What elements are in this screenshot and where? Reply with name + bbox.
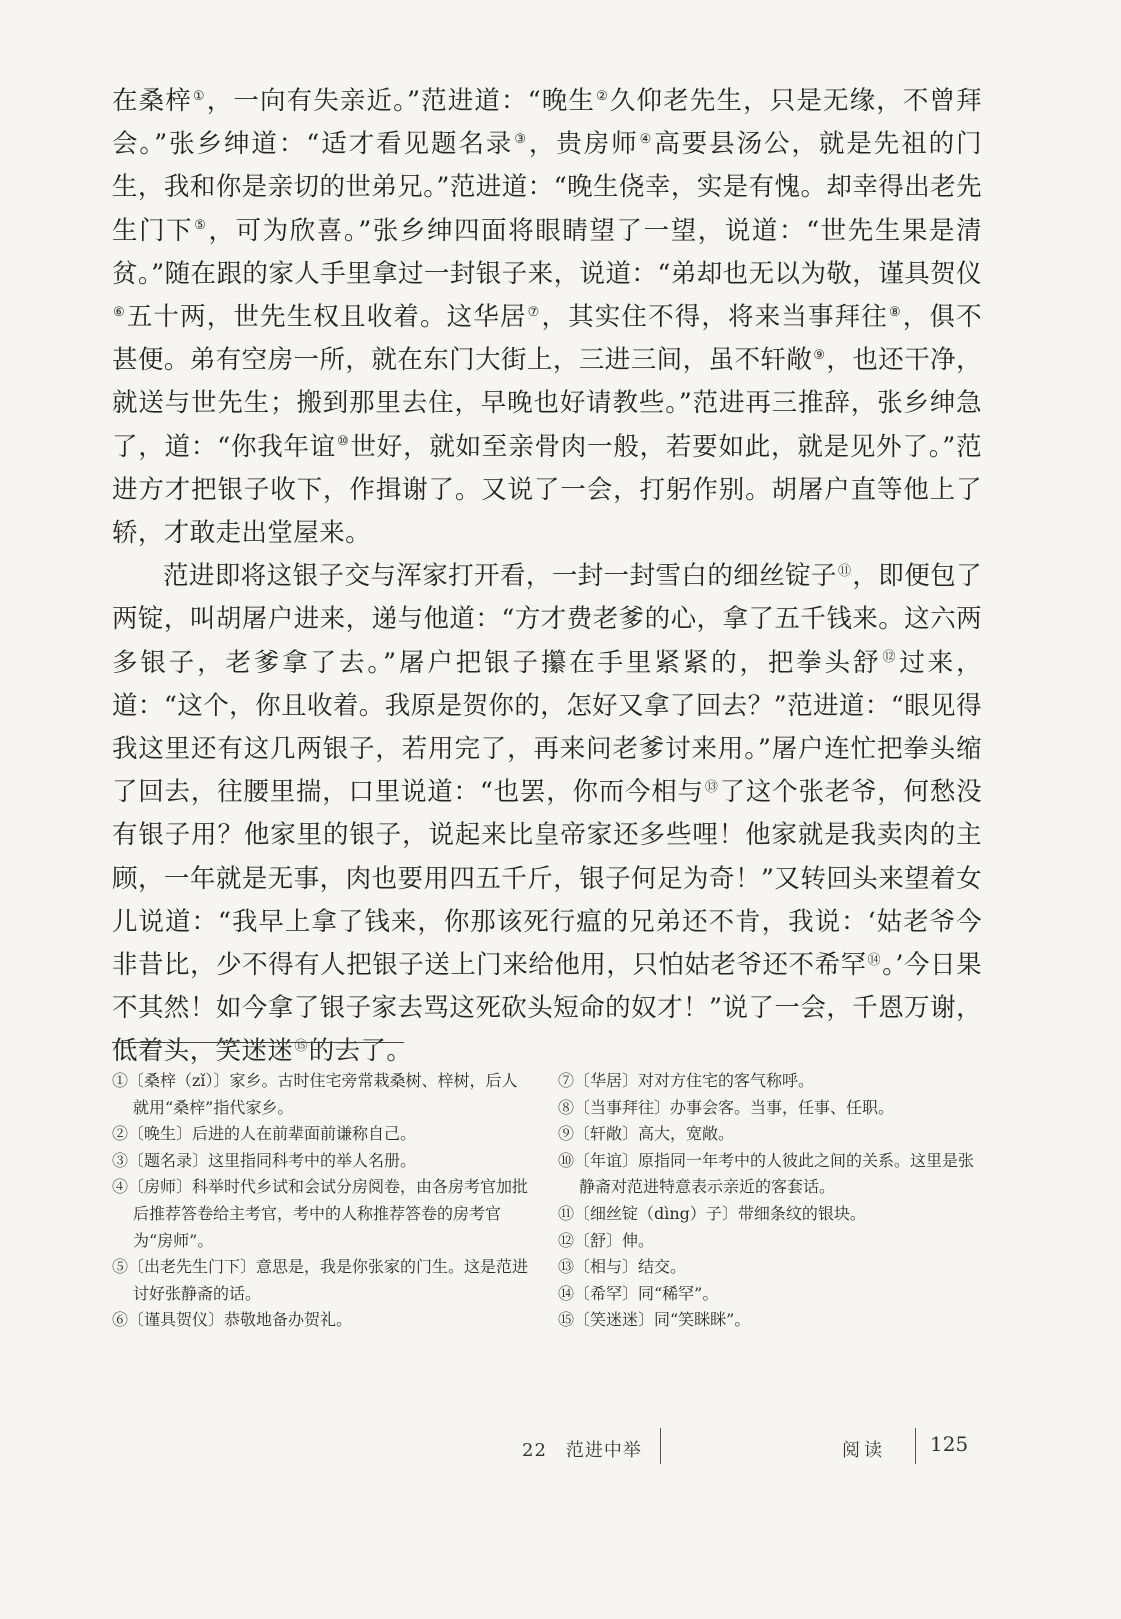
footnote-ref: ③	[514, 131, 528, 147]
footnote: ⑭〔希罕〕同“稀罕”。	[558, 1283, 719, 1303]
text-run: ，即便包了两锭，叫胡屠户进来，递与他道：“方才费老爹的心，拿了五千钱来。这六两多银子，老爹拿了去。”屠户把银子攥在手里紧紧的，把拳头舒	[112, 561, 982, 678]
footnote: ④〔房师〕科举时代乡试和会试分房阅卷，由各房考官加批后推荐答卷给主考官，考中的人称推荐答卷的房考官为“房师”。	[112, 1177, 529, 1250]
footnote-ref: ⑬	[704, 779, 719, 795]
footnote-ref: ⑦	[527, 304, 541, 320]
text-run: 。’今日果不其然！如今拿了银子家去骂这死砍头短命的奴才！”说了一会，千恩万谢，低着头，笑迷迷	[112, 950, 982, 1067]
text-run: ，一向有失亲近。”范进道：“晚生	[206, 86, 596, 116]
text-run: 范进即将这银子交与浑家打开看，一封一封雪白的细丝锭子	[163, 561, 837, 592]
text-run: 世好，就如至亲骨肉一般，若要如此，就是见外了。”范进方才把银子收下，作揖谢了。又说了一会，打躬作别。胡屠户直等他上了轿，才敢走出堂屋来。	[112, 431, 982, 549]
footer-divider	[915, 1428, 916, 1464]
footnote: ⑮〔笑迷迷〕同“笑眯眯”。	[558, 1310, 751, 1330]
text-run: 了这个张老爷，何愁没有银子用？他家里的银子，说起来比皇帝家还多些哩！他家就是我卖肉的主顾，一年就是无事，肉也要用四五千斤，银子何足为奇！”又转回头来望着女儿说道：“我早上拿了钱来，你那该死行瘟的兄弟还不肯，我说：‘姑老爷今非昔比，少不得有人把银子送上门来给他用，只怕姑老爷还不希罕	[112, 777, 982, 981]
lesson-title: 22 范进中举	[522, 1440, 642, 1461]
footnote: ②〔晚生〕后进的人在前辈面前谦称自己。	[112, 1124, 417, 1144]
footnote-ref: ⑥	[113, 304, 126, 320]
footnotes-right-column	[558, 1068, 988, 1334]
text-run: ，可为欣喜。”张乡绅四面将眼睛望了一望，说道：“世先生果是清贫。”随在跟的家人手里拿过一封银子来，说道：“弟却也无以为敬，谨具贺仪	[112, 215, 982, 289]
footnote: ⑩〔年谊〕原指同一年考中的人彼此之间的关系。这里是张静斋对范进特意表示亲近的客套话。	[558, 1150, 975, 1197]
footnote-ref: ⑭	[867, 952, 882, 968]
text-run: ，其实住不得，将来当事拜往	[541, 302, 888, 333]
text-run: 久仰老先生，只是无缘，不曾拜会。”张乡绅道：“适才看见题名录	[112, 86, 983, 160]
footnote-ref: ⑪	[837, 563, 852, 579]
footnote: ⑦〔华居〕对对方住宅的客气称呼。	[558, 1071, 815, 1090]
footnote-ref: ⑨	[813, 347, 826, 363]
footnote: ⑥〔谨具贺仪〕恭敬地备办贺礼。	[112, 1310, 353, 1330]
text-run: 五十两，世先生权且收着。这华居	[126, 302, 527, 333]
text-run: 高要县汤公，就是先祖的门生，我和你是亲切的世弟兄。”范进道：“晚生侥幸，实是有愧。却幸得出老先生门下	[112, 129, 982, 246]
footnote-ref: ②	[596, 88, 609, 104]
footnotes-left-column	[112, 1068, 532, 1334]
footnote: ⑪〔细丝锭（dìng）子〕带细条纹的银块。	[558, 1203, 866, 1223]
footer-divider	[660, 1428, 661, 1464]
footnote-ref: ⑩	[337, 434, 350, 450]
paragraph-2	[112, 555, 982, 1073]
footnote-ref: ⑫	[882, 650, 899, 666]
page-number: 125	[930, 1432, 969, 1456]
main-text	[112, 80, 982, 1074]
text-run: 在桑梓	[112, 86, 192, 116]
footnote-ref: ⑮	[294, 1038, 308, 1054]
footnote: ⑫〔舒〕伸。	[558, 1230, 655, 1250]
footnote-ref: ⑤	[194, 218, 208, 234]
footnote-ref: ⑧	[888, 304, 902, 320]
footnote-divider	[112, 1042, 404, 1043]
text-run: ，俱不甚便。弟有空房一所，就在东门大街上，三进三间，虽不轩敞	[112, 302, 982, 376]
footnote: ③〔题名录〕这里指同科考中的举人名册。	[112, 1150, 417, 1170]
footnote: ①〔桑梓（zǐ）〕家乡。古时住宅旁常栽桑树、梓树，后人就用“桑梓”指代家乡。	[112, 1071, 518, 1117]
paragraph-1	[112, 80, 982, 555]
footnote: ⑬〔相与〕结交。	[558, 1257, 687, 1277]
text-run: ，贵房师	[528, 129, 639, 160]
footnote-ref: ④	[639, 131, 654, 147]
footnote: ⑨〔轩敞〕高大，宽敞。	[558, 1124, 735, 1144]
page-footer	[0, 1428, 1121, 1468]
section-label: 阅读	[842, 1440, 886, 1461]
footnote: ⑤〔出老先生门下〕意思是，我是你张家的门生。这是范进讨好张静斋的话。	[112, 1257, 529, 1303]
footnote: ⑧〔当事拜往〕办事会客。当事，任事、任职。	[558, 1097, 895, 1117]
text-run: 的去了。	[308, 1036, 413, 1067]
footnote-ref: ①	[192, 88, 206, 104]
text-run: ，也还干净，就送与世先生；搬到那里去住，早晚也好请教些。”范进再三推辞，张乡绅急了，道：“你我年谊	[112, 345, 982, 462]
text-run: 过来，道：“这个，你且收着。我原是贺你的，怎好又拿了回去？”范进道：“眼见得我这里还有这几两银子，若用完了，再来问老爹讨来用。”屠户连忙把拳头缩了回去，往腰里揣，口里说道：“也罢，你而今相与	[112, 647, 982, 808]
